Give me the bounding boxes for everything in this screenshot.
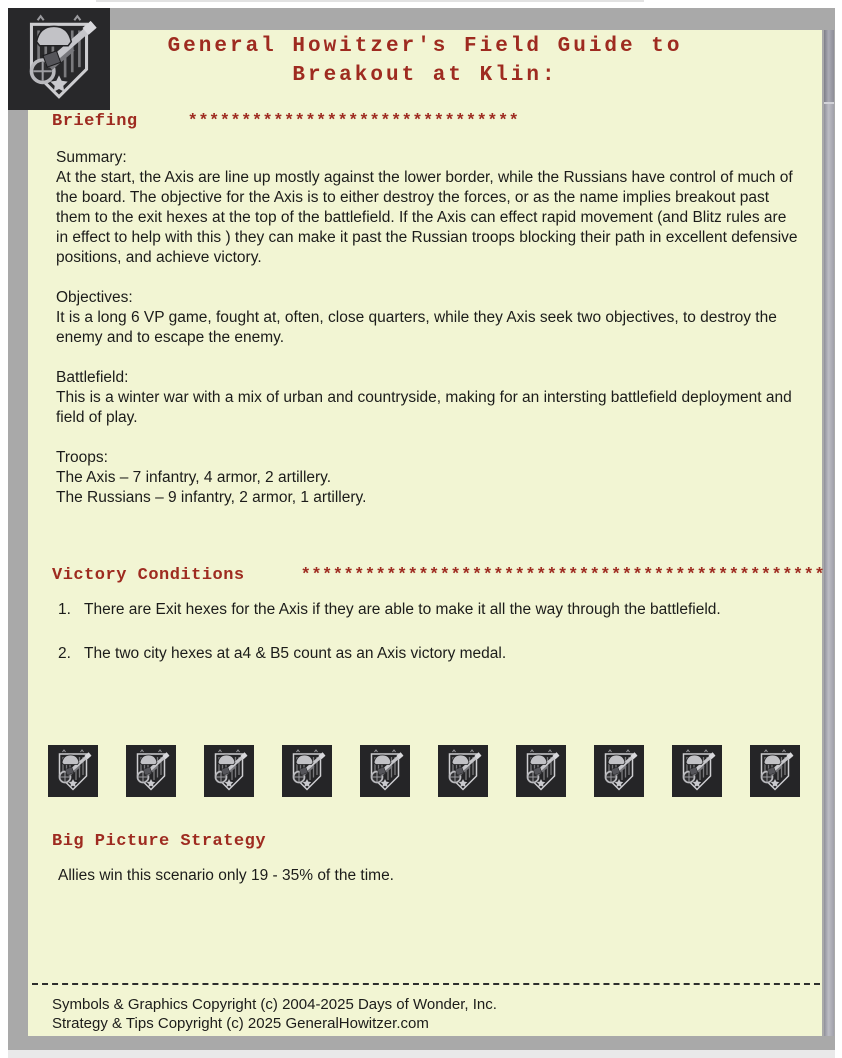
troops-russians: The Russians – 9 infantry, 2 armor, 1 artillery. xyxy=(56,489,367,506)
footer-copyright-strategy: Strategy & Tips Copyright (c) 2025 GeneralHowitzer.com xyxy=(52,1015,429,1032)
howitzer-emblem-icon xyxy=(438,745,488,797)
howitzer-emblem-icon xyxy=(48,745,98,797)
victory-item-1-number: 1. xyxy=(58,601,71,618)
page-title xyxy=(28,32,822,90)
medal-row xyxy=(48,745,800,797)
battlefield-text: This is a winter war with a mix of urban and countryside, making for an intersting battlefield deployment and field of play. xyxy=(56,389,792,426)
troops-axis: The Axis – 7 infantry, 4 armor, 2 artillery. xyxy=(56,469,332,486)
bottom-strip xyxy=(8,1050,835,1058)
summary-paragraph xyxy=(56,148,802,268)
footer-divider xyxy=(32,983,820,985)
objectives-paragraph xyxy=(56,288,802,348)
howitzer-emblem-icon xyxy=(126,745,176,797)
victory-heading: Victory Conditions xyxy=(52,566,245,585)
battlefield-label: Battlefield: xyxy=(56,369,129,386)
scrollbar-thumb[interactable] xyxy=(824,30,834,104)
battlefield-paragraph xyxy=(56,368,802,428)
victory-item-2-number: 2. xyxy=(58,645,71,662)
objectives-label: Objectives: xyxy=(56,289,133,306)
howitzer-emblem-icon xyxy=(204,745,254,797)
troops-paragraph xyxy=(56,448,802,508)
page-title-line1: General Howitzer's Field Guide to xyxy=(167,35,683,58)
victory-item-2-text: The two city hexes at a4 & B5 count as an Axis victory medal. xyxy=(84,645,507,662)
howitzer-emblem-icon xyxy=(282,745,332,797)
strategy-heading: Big Picture Strategy xyxy=(52,832,267,851)
troops-label: Troops: xyxy=(56,449,108,466)
victory-item-2 xyxy=(58,644,802,664)
victory-heading-row xyxy=(52,566,825,585)
summary-label: Summary: xyxy=(56,149,127,166)
vertical-scrollbar[interactable] xyxy=(824,30,834,1036)
briefing-stars: ******************************* xyxy=(187,112,520,131)
footer-copyright-graphics: Symbols & Graphics Copyright (c) 2004-2025 Days of Wonder, Inc. xyxy=(52,996,497,1013)
howitzer-emblem-icon xyxy=(594,745,644,797)
victory-item-1-text: There are Exit hexes for the Axis if they are able to make it all the way through the battlefield. xyxy=(84,601,721,618)
strategy-text: Allies win this scenario only 19 - 35% of the time. xyxy=(58,867,394,884)
summary-text: At the start, the Axis are line up mostly against the lower border, while the Russians have control of much of the board. The objective for the Axis is to either destroy the forces, or as the name implies breakout past them to the exit hexes at the top of the battlefield. If the Axis can effect rapid movement (and Blitz rules are in effect to help with this ) they can make it past the Russian troops blocking their path in excellent defensive positions, and achieve victory. xyxy=(56,169,798,266)
objectives-text: It is a long 6 VP game, fought at, often, close quarters, while they Axis seek two objectives, to destroy the enemy and to escape the enemy. xyxy=(56,309,777,346)
howitzer-emblem-icon xyxy=(672,745,722,797)
howitzer-emblem-icon xyxy=(750,745,800,797)
window-edge xyxy=(96,0,644,2)
briefing-heading-row xyxy=(52,112,519,131)
victory-item-1 xyxy=(58,600,802,620)
briefing-heading: Briefing xyxy=(52,112,138,131)
victory-stars: ************************************************* xyxy=(300,566,826,585)
howitzer-emblem-icon xyxy=(516,745,566,797)
howitzer-emblem-icon xyxy=(360,745,410,797)
page-title-line2: Breakout at Klin: xyxy=(292,64,558,87)
